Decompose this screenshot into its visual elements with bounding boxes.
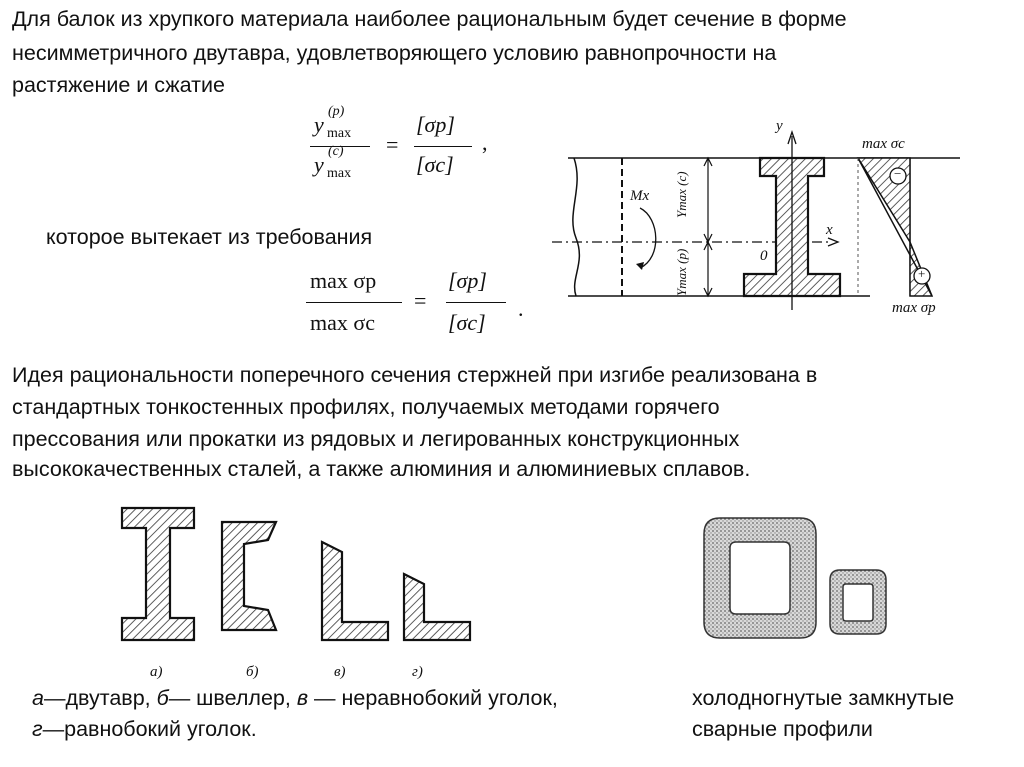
label-origin: 0 xyxy=(760,248,768,264)
formula2-tail: . xyxy=(518,296,524,321)
caption-g-text: —равнобокий уголок. xyxy=(42,717,257,741)
label-moment: Mx xyxy=(630,188,650,204)
moment-arrowhead xyxy=(636,262,644,270)
label-profile-a: а) xyxy=(150,664,163,680)
profile-closed-rectangular xyxy=(704,518,816,638)
idea-line-2: стандартных тонкостенных профилях, получаемых методами горячего xyxy=(12,395,720,419)
idea-line-1: Идея рациональности поперечного сечения стержней при изгибе реализована в xyxy=(12,363,818,387)
formula2-rhs-num: [σp] xyxy=(448,268,487,293)
formula2-bar xyxy=(306,302,402,303)
label-profile-v: в) xyxy=(334,664,346,680)
intro-line-2: несимметричного двутавра, удовлетворяющего условию равнопрочности на xyxy=(12,41,777,65)
formula1-den-y: y xyxy=(314,152,324,177)
profile-i-beam xyxy=(122,508,194,640)
formula-ratio-ymax xyxy=(310,106,500,186)
label-minus: − xyxy=(894,166,902,181)
label-max-sigma-p: max σp xyxy=(892,300,936,316)
profile-equal-angle xyxy=(404,574,470,640)
caption-v: в xyxy=(296,686,309,710)
caption-left-line-1 xyxy=(32,685,558,712)
formula2-eq: = xyxy=(414,288,427,313)
label-ymax-c: Ymax (c) xyxy=(674,171,689,218)
profile-unequal-angle xyxy=(322,542,388,640)
caption-b-text: — швеллер, xyxy=(168,686,297,710)
formula2-rhs-den: [σc] xyxy=(448,310,486,335)
formula1-rhs-bar xyxy=(414,146,472,147)
formula1-tail: , xyxy=(482,130,488,155)
formula1-rhs-den: [σc] xyxy=(416,152,454,177)
formula2-den: max σc xyxy=(310,310,376,335)
caption-left-line-2 xyxy=(32,716,257,743)
label-profile-g: г) xyxy=(412,664,423,680)
formula1-den-sup: (c) xyxy=(328,144,344,159)
moment-arc xyxy=(640,208,656,268)
formula1-num-sub: max xyxy=(327,126,352,141)
beam-break-line xyxy=(573,158,580,296)
label-profile-b: б) xyxy=(246,664,259,680)
standard-profiles xyxy=(110,500,480,660)
formula1-num-y: y xyxy=(314,112,324,137)
intro-line-1: Для балок из хрупкого материала наиболее рациональным будет сечение в форме xyxy=(12,7,847,31)
label-max-sigma-c: max σc xyxy=(862,136,905,152)
formula1-eq: = xyxy=(386,132,399,157)
caption-right-line-2: сварные профили xyxy=(692,717,873,741)
formula1-num-sup: (p) xyxy=(328,104,345,119)
intro-line-3: растяжение и сжатие xyxy=(12,73,225,97)
caption-right-line-1: холодногнутые замкнутые xyxy=(692,686,955,710)
caption-a-text: —двутавр, xyxy=(43,686,157,710)
formula-ratio-sigma xyxy=(306,264,536,344)
formula2-rhs-bar xyxy=(446,302,506,303)
formula1-den-sub: max xyxy=(327,166,352,181)
label-ymax-p: Ymax (p) xyxy=(674,248,689,296)
profile-closed-square xyxy=(830,570,886,634)
label-plus: + xyxy=(918,266,926,281)
closed-profiles xyxy=(700,510,930,650)
beam-stress-diagram xyxy=(540,118,970,328)
idea-line-3: прессования или прокатки из рядовых и легированных конструкционных xyxy=(12,427,740,451)
requirement-text: которое вытекает из требования xyxy=(46,225,373,249)
caption-v-text: — неравнобокий уголок, xyxy=(308,686,558,710)
formula2-num: max σp xyxy=(310,268,377,293)
caption-b: б xyxy=(156,686,169,710)
profile-channel xyxy=(222,522,276,630)
caption-g: г xyxy=(32,717,43,741)
idea-line-4: высококачественных сталей, а также алюминия и алюминиевых сплавов. xyxy=(12,457,751,481)
caption-a: а xyxy=(32,686,44,710)
label-y-axis: y xyxy=(776,118,783,134)
formula1-rhs-num: [σp] xyxy=(416,112,455,137)
x-axis-arrow xyxy=(828,238,838,246)
label-x-axis: x xyxy=(826,222,833,238)
